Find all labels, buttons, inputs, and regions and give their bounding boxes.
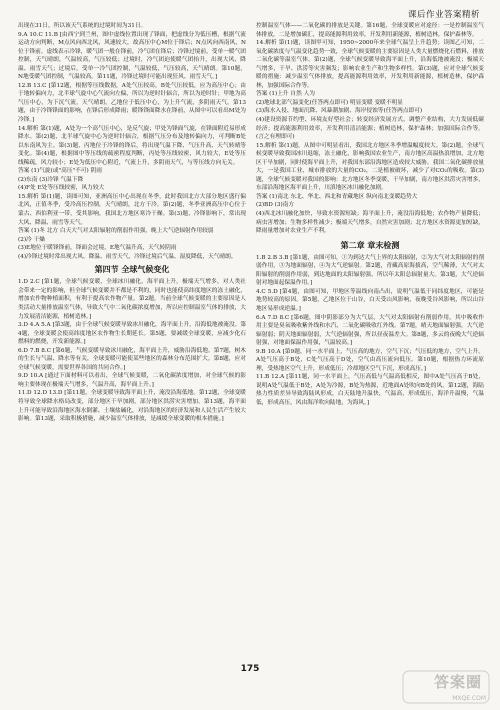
left-column xyxy=(18,22,246,662)
paragraph: 1.D 2.C [第1题，全球气候变暖，全球冰川融化，海平面上升，极端天气增多，对人类社会带来一定的影响，但全球气候变暖并不都是不利的，同时也能使高纬度地区的冻土融化，增加农作物种植面积，有利于提高农作物产量。第2题，当前全球气候变暖的主要原因是人类活动大量排放温室气体，导致大气中二氧化碳浓度增加，所以应控制温室气体的排放，大力发展清洁能源，植树造林。] xyxy=(18,279,246,320)
paragraph: 9.B 10.A [第9题，同一水平面上，气压高的地方，空气下沉；气压低的地方，空气上升。A处气压高于B处，C处气压高于D处，空气由高压流向低压。第10题，根据热力环流原理，受热地区空气上升，形成低压；冷却地区空气下沉，形成高压。] xyxy=(256,348,484,372)
paragraph: 9.A 10.C 11.B [由西宁到兰州，图中虚线位置出现了锋面，把虚线分为低压槽，根据气流运动方向判断，M点风向西北风，风速较大，故高压中心M位于锋后；N点风向西南风，N位于锋前。虚线表示冷锋，暖气团一般在锋前，冷气团在锋后；冷锋过境前，受单一暖气团控制，天气晴朗，气温较高，气压较低；过境时，冷气团迫使暖气团抬升，出现大风、降温、雨雪天气；过境后，受单一冷气团控制，气温较低，气压较高，天气晴朗。第10题，N地受暖气团控制，气温较高。第11题，冷锋过境时可能出现狂风、雨雪天气。] xyxy=(18,31,246,81)
section-title: 第四节 全球气候变化 xyxy=(94,265,170,275)
paragraph: 15.解析 第(1)题，从图中可明显看出，我国北方地区冬季增温幅度较大。第(2)题，全球气候变暖导致我国冰川退缩，冻土融化，影响我国农业生产，南方地区高温热浪增加，北方地区干旱加剧，同时使海平面上升，对我国东部沿海地区造成较大威胁。我国二氧化碳排放量大，一是我国工业、城市排放的大量的CO₂，二是植被破坏，减少了对CO₂的吸收。第(3)题，全球气候变暖对我国的影响：北方地区冬季变暖，干旱加剧，南方地区洪涝灾害增多，东部沿海地区海平面上升，川滇地区冰川融化加剧。 xyxy=(256,142,484,192)
paragraph: 11.B 12.A [第11题，同一水平面上，气压高低与气温高低相反，图中A处气压高于B处，说明A处气温低于B处，A处为冷源，B处为热源，近地面A处吹向B处的风。第12题，海陆热力性质差异导致海陆风形成，白天陆地升温快，气温高，形成低压，海洋升温慢，气温低，形成高压，风由海洋吹向陆地，为海风。] xyxy=(256,374,484,406)
answer-line: 答案 (1)冬 北方 白天大气对太阳辐射的削弱作用强，晚上大气逆辐射作用较弱 xyxy=(18,228,214,235)
answer-line: (4)冷锋过境时常出现大风、降温、雨雪天气，冷锋过境后气温、湿度降低，天气晴朗。 xyxy=(18,253,237,260)
answer-line: 答案 (1)上升 自然 人为 xyxy=(256,91,315,98)
answer-line: (3)E地位于暖锋锋前，锋面会过境，E地气温升高，天气转阴雨 xyxy=(18,245,177,252)
paragraph: 出现在31日，所以该天气系统的过境时间为31日。 xyxy=(18,23,147,29)
watermark-url: MXQE.COM xyxy=(452,695,486,702)
answer-line: (4)建设资源节约型、环境友好型社会；转变经济发展方式，调整产业结构，大力发展低碳经济；提高能源利用效率，开发利用清洁能源；植树造林，保护森林；加强国际合作等。(言之有理即可) xyxy=(256,117,484,141)
answer-line: (4)F处 E处等压线较密，风力较大 xyxy=(18,185,105,192)
page-number: 175 xyxy=(240,664,260,674)
answer-line: (2)东南 (3)冷锋 气温下降 xyxy=(18,176,84,183)
watermark-text: 答案圈 xyxy=(433,673,482,691)
paragraph: 3.D 4.A 5.A [第3题，由于全球气候变暖导致冰川融化，海平面上升，沿海低地被淹没。第4题，全球变暖会使高纬度地区农作物生长期延长。第5题，要减缓全球变暖，应减少化石燃料的燃烧，开发新能源。] xyxy=(18,322,246,346)
answer-line: (3)海水入侵、地面沉降、风暴潮加剧、海岸侵蚀等(任答两点即可) xyxy=(256,108,423,115)
answer-line: (2)BD (3)南方 xyxy=(256,202,295,209)
answer-line: 答案 (1)南北 东北、华北、西北和青藏地区 纵向南北变暖趋势大 xyxy=(256,193,418,200)
paragraph: 1.B 2.B 3.B [第1题，由图可知，①为到达大气上界的太阳辐射，②为大气对太阳辐射的削弱作用，③为地面辐射，④为大气逆辐射。第2题，青藏高原海拔高，空气稀薄，大气对太阳辐射的削弱作用弱，到达地面的太阳辐射强，所以年太阳总辐射量大。第3题，大气逆辐射对地面起保温作用。] xyxy=(256,254,484,287)
answer-line: 答案 (1)气旋(或"高压"不可) 阴雨 xyxy=(18,168,102,175)
paragraph: 12.B 13.C [第12题，根据等压线数据，A处气压较高，B处气压较低，应为高压中心；由于地转偏向力，北半球气旋中心气流向左偏，所以为逆时针辐合，所以为逆时针；甲地为高气压中心，为下沉气流，天气晴朗，乙地位于低压中心，为上升气流，多阴雨天气。第13题，由于冷锋锋面的影响，在锋后形成降雨；暖锋锋面降水在锋前，从图中可以看出M处为冷锋。] xyxy=(18,82,246,124)
answer-line: (4)西北冰川融化加快，导致水资源短缺；海平面上升，淹没沿海低地；农作物产量降低；病虫害增加；生物多样性减少；极端天气增多，自然灾害加剧；北方地区水资源更加短缺，降雨量增加对农业生产不利。 xyxy=(256,211,484,235)
paragraph: 9.D 10.A [通过下面材料可以看出，全球气候变暖，二氧化碳浓度增加，对全球气候的影响主要体现在极端天气增多，气温升高，海平面上升。] xyxy=(18,373,246,388)
chapter-title: 第二章 章末检测 xyxy=(340,240,400,250)
paragraph: 4.C 5.D [第4题，由图可知，甲地区等温线向南凸出，说明气温低于同纬度地区，可能是地势较高的原因。第5题，乙地区位于山谷，白天受山风影响，夜晚受谷风影响，所以山谷地区易形成逆温。] xyxy=(256,288,484,312)
running-head: 课后作业答案精析 xyxy=(407,10,480,20)
right-column xyxy=(256,22,484,662)
paragraph: 11.D 12.D 13.D [第11题，全球变暖导致海平面上升，淹没沿海低地。第12题，全球变暖将导致全球降水格局改变，部分地区干旱加剧，部分地区洪涝灾害增加。第13题，海平面上升可能导致沿海地区海水倒灌、土壤盐碱化，对沿海地区的经济发展和人民生活产生较大影响。第13题，采取积极措施，减少温室气体排放，是减缓全球变暖的根本措施。] xyxy=(18,390,246,423)
paragraph: 14.解析 第(1)题，读图甲可知，1950~2000年来全球气温呈上升趋势；读图乙可知，二氧化碳浓度与气温变化趋势一致，全球气候变暖的主要原因是人类大量燃烧化石燃料，排放二氧化碳等温室气体。第(2)题，全球气候变暖导致海平面上升，沿海低地被淹没；极端天气增多，干旱、洪涝等灾害频发；影响农业生产和生物多样性。第(3)题，应对全球气候变暖的措施：减少温室气体排放，提高能源利用效率，开发利用新能源，植树造林，保护森林，加强国际合作等。 xyxy=(256,40,484,89)
paragraph: 14.解析 第(1)题，A处为一个高气压中心，是反气旋；甲处为锋面气旋，在锋面附近易形成降水。第(2)题，北半球气旋中心为逆时针辐合，根据气压分布及地转偏向力，可判断B处以东南风为主。第(3)题，丙地位于冷锋的锋后，将出现气温下降、气压升高、天气转晴等变化。第(4)题，根据图中等压线的疏密程度判断，丙处等压线较密，风力较大，E处等压线稀疏，风力较小；E处为低压中心附近，气流上升，多阴雨天气，与等压线方向无关。 xyxy=(18,125,246,166)
paragraph: 15.解析 第(1)题，读图可知，亚洲高压中心出现在冬季，此时我国北方大部分地区盛行偏北风，正值冬季，受冷高压控制，天气晴朗，北方干冷。第(2)题，冬季亚洲高压中心位于蒙古、西伯利亚一带，受其影响，我国北方地区寒冷干燥。第(3)题，冷锋影响下，常出现大风、降温、雨雪等天气。 xyxy=(18,193,246,226)
paragraph: 6.A 7.D 8.C [第6题，图中阴影部分为大气层，大气对太阳辐射有削弱作用，其中吸收作用主要是臭氧吸收紫外线和水汽、二氧化碳吸收红外线。第7题，晴天地面辐射强，大气逆辐射弱；阴天地面辐射弱，大气逆辐射强，所以昼夜温差大。第8题，多云的夜晚大气逆辐射强，对地面保温作用强，气温较高。] xyxy=(256,314,484,347)
paragraph: 6.D 7.B 8.C [第6题，气候变暖导致冰川融化，海平面上升，威胁沿海低地。第7题，树木的生长与气温、降水等有关，全球变暖可能使某些地区的森林分布范围扩大。第8题，应对全球气候变暖，需要世界各国的共同合作。] xyxy=(18,347,246,371)
paragraph: 控制温室气体——二氧化碳的排放是关键。第16题，全球变暖应对途径：一是控制温室气体排放，二是增加碳汇，提高能源利用效率，开发利用新能源，植树造林，保护森林等。 xyxy=(256,23,484,38)
answer-line: (2)冷 干燥 xyxy=(18,236,45,243)
answer-line: (2)地球北部气温变化(任答两点即可) 明显变暖 变暖不明显 xyxy=(256,99,403,106)
